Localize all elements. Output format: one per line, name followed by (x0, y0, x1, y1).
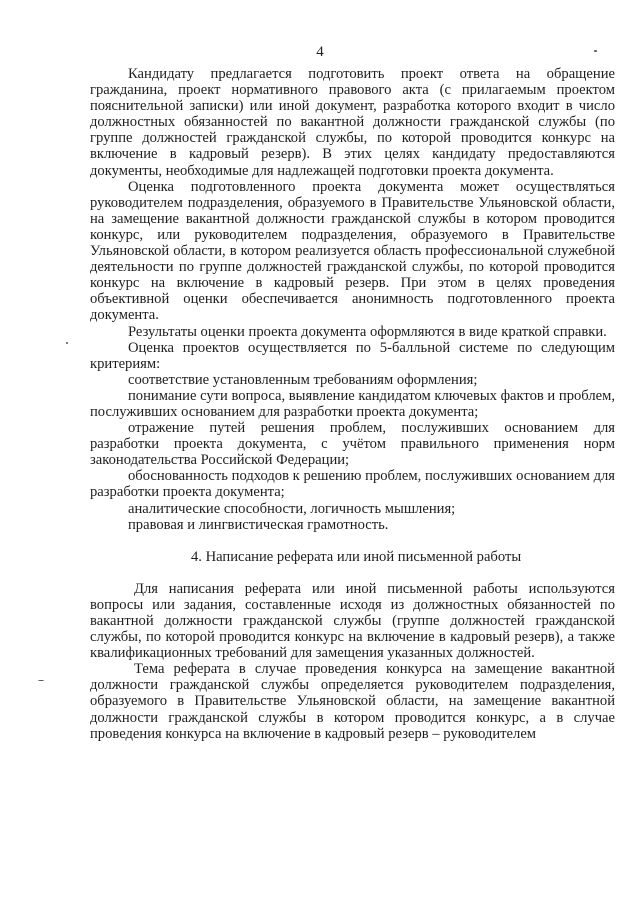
paragraph: Кандидату предлагается подготовить проект ответа на обращение гражданина, проект нормативного правового акта (с прилагаемым проектом пояснительной записки) или иной документ, разработка которого входит в число должностных обязанностей по вакантной должности гражданской службы (по группе должностей гражданской службы, по которой проводится конкурс на включение в кадровый резерв). В этих целях кандидату предоставляются документы, необходимые для надлежащей подготовки проекта документа. (90, 66, 615, 179)
paragraph: Оценка проектов осуществляется по 5-балльной системе по следующим критериям: (90, 339, 615, 372)
criteria-item: понимание сути вопроса, выявление кандидатом ключевых фактов и проблем, послуживших основанием для разработки проекта документа; (90, 387, 616, 420)
page-number: 4 (316, 44, 324, 60)
paragraph: Тема реферата в случае проведения конкурса на замещение вакантной должности гражданской службы определяется руководителем подразделения, образуемого в Правительстве Ульяновской области, на замещение вакантной должности гражданской службы в котором проводится конкурс, а в случае проведения конкурса на включение в кадровый резерв – руководителем (90, 661, 615, 742)
paragraph: Результаты оценки проекта документа оформляются в виде краткой справки. (128, 323, 607, 340)
section-heading: 4. Написание реферата или иной письменной работы (191, 548, 522, 565)
document-body (90, 66, 615, 742)
paragraph: Для написания реферата или иной письменной работы используются вопросы или задания, составленные исходя из должностных обязанностей по вакантной должности гражданской службы (группе должностей гражданской службы, по которой проводится конкурс на включение в кадровый резерв), а также квалификационных требований для замещения указанных должностей. (90, 580, 615, 662)
criteria-item: обоснованность подходов к решению проблем, послуживших основанием для разработки проекта документа; (90, 468, 615, 501)
paragraph: Оценка подготовленного проекта документа может осуществляться руководителем подразделения, образуемого в Правительстве Ульяновской области, на замещение вакантной должности гражданской службы в котором проводится конкурс, или руководителем подразделения, образуемого в Правительстве Ульяновской области, в котором реализуется область профессиональной служебной деятельности по группе должностей гражданской службы, по которой проводится конкурс на включение в кадровый резерв. При этом в целях проведения объективной оценки обеспечивается анонимность подготовленного проекта документа. (90, 178, 615, 324)
criteria-item: соответствие установленным требованиям оформления; (128, 371, 478, 388)
criteria-item: правовая и лингвистическая грамотность. (128, 516, 389, 533)
scan-speck (594, 50, 597, 52)
criteria-item: аналитические способности, логичность мышления; (128, 500, 456, 517)
scan-speck (38, 680, 44, 681)
criteria-item: отражение путей решения проблем, послуживших основанием для разработки проекта документа, с учётом правильного применения норм законодательства Российской Федерации; (90, 420, 615, 469)
scan-speck (66, 342, 68, 344)
